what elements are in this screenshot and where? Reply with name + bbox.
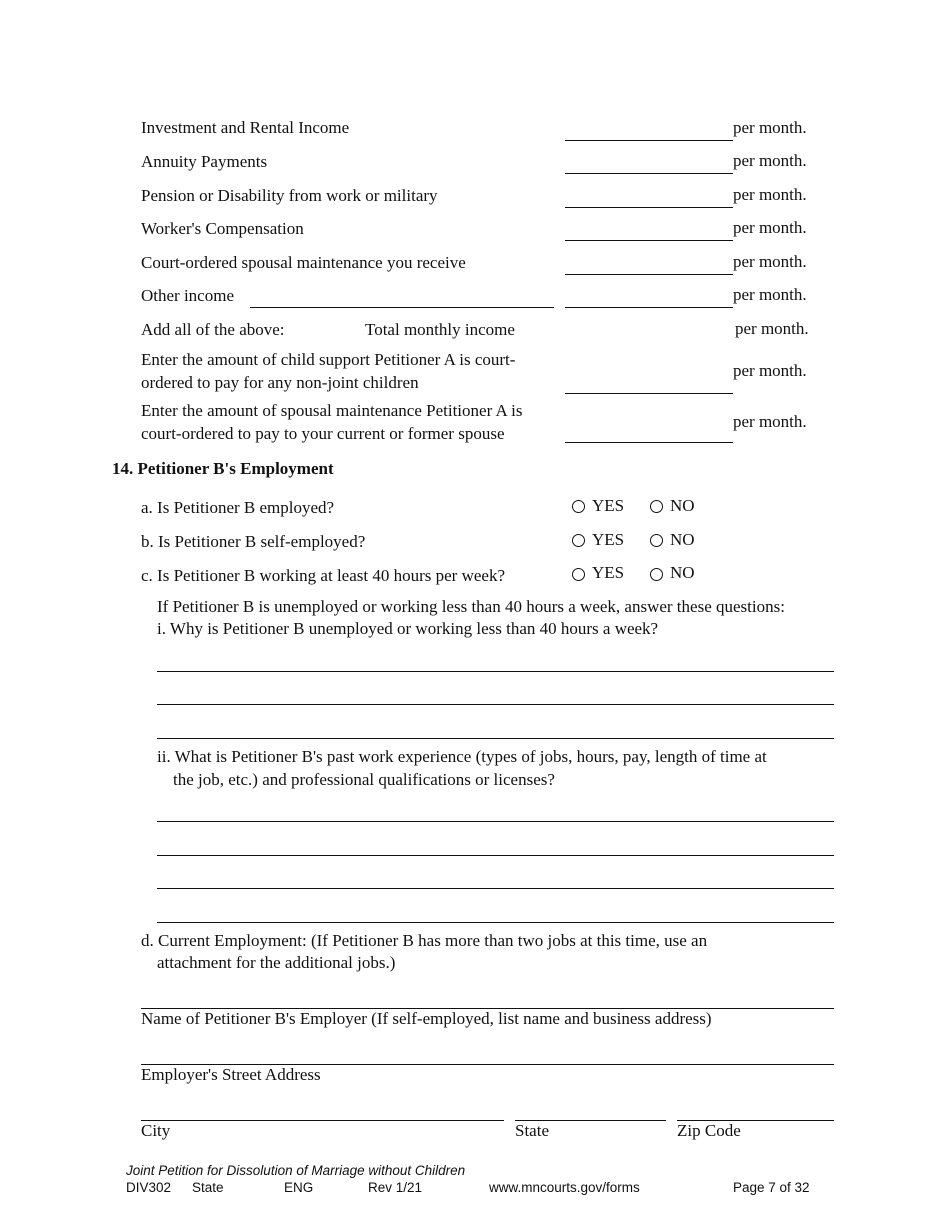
answer-line-ii-1[interactable] — [157, 821, 834, 822]
total-sublabel: Total monthly income — [365, 320, 515, 339]
city-label: City — [141, 1121, 171, 1140]
income-amount-field[interactable] — [565, 140, 733, 141]
employer-name-label: Name of Petitioner B's Employer (If self-employed, list name and business address) — [141, 1009, 712, 1028]
unemployed-intro: If Petitioner B is unemployed or working less than 40 hours a week, answer these questions: — [157, 597, 785, 616]
income-label: Pension or Disability from work or military — [141, 186, 438, 205]
answer-line-ii-2[interactable] — [157, 855, 834, 856]
no-radio[interactable] — [650, 534, 663, 547]
per-month-label: per month. — [733, 412, 807, 431]
question-i: i. Why is Petitioner B unemployed or working less than 40 hours a week? — [157, 619, 659, 638]
child-support-label-line1: Enter the amount of child support Petitioner A is court- — [141, 350, 516, 369]
other-income-description-field[interactable] — [250, 307, 554, 308]
state-label: State — [515, 1121, 549, 1140]
yes-radio[interactable] — [572, 568, 585, 581]
no-label: NO — [670, 496, 695, 515]
income-amount-field[interactable] — [565, 207, 733, 208]
per-month-label: per month. — [733, 185, 807, 204]
per-month-label: per month. — [733, 118, 807, 137]
spousal-label-line2: court-ordered to pay to your current or former spouse — [141, 424, 505, 443]
total-label: Add all of the above: — [141, 320, 285, 339]
per-month-label: per month. — [733, 285, 807, 304]
yes-label: YES — [592, 563, 625, 582]
answer-line-ii-3[interactable] — [157, 888, 834, 889]
income-label: Worker's Compensation — [141, 219, 304, 238]
no-radio[interactable] — [650, 568, 663, 581]
answer-line-ii-4[interactable] — [157, 922, 834, 923]
per-month-label: per month. — [735, 319, 809, 338]
footer-url[interactable]: www.mncourts.gov/forms — [489, 1180, 640, 1195]
answer-line-i-2[interactable] — [157, 704, 834, 705]
child-support-label-line2: ordered to pay for any non-joint children — [141, 373, 419, 392]
income-amount-field[interactable] — [565, 307, 733, 308]
income-amount-field[interactable] — [565, 274, 733, 275]
income-label: Other income — [141, 286, 234, 305]
income-label: Investment and Rental Income — [141, 118, 350, 137]
footer-page-number: Page 7 of 32 — [733, 1180, 810, 1195]
question-label: c. Is Petitioner B working at least 40 hours per week? — [141, 566, 505, 585]
income-amount-field[interactable] — [565, 173, 733, 174]
current-employment-line1: d. Current Employment: (If Petitioner B has more than two jobs at this time, use an — [141, 931, 708, 950]
footer-language: ENG — [284, 1180, 314, 1195]
section-14-heading: 14. Petitioner B's Employment — [112, 459, 334, 478]
income-label: Court-ordered spousal maintenance you receive — [141, 253, 466, 272]
per-month-label: per month. — [733, 361, 807, 380]
footer-title: Joint Petition for Dissolution of Marriage without Children — [126, 1163, 466, 1178]
footer-revision: Rev 1/21 — [368, 1180, 423, 1195]
per-month-label: per month. — [733, 218, 807, 237]
question-ii-line1: ii. What is Petitioner B's past work experience (types of jobs, hours, pay, length of time at — [157, 747, 767, 766]
per-month-label: per month. — [733, 252, 807, 271]
yes-label: YES — [592, 530, 625, 549]
no-radio[interactable] — [650, 500, 663, 513]
employer-street-label: Employer's Street Address — [141, 1065, 321, 1084]
yes-radio[interactable] — [572, 500, 585, 513]
per-month-label: per month. — [733, 151, 807, 170]
footer-state: State — [192, 1180, 224, 1195]
footer-form-id: DIV302 — [126, 1180, 172, 1195]
income-label: Annuity Payments — [141, 152, 268, 171]
question-label: a. Is Petitioner B employed? — [141, 498, 335, 517]
zip-label: Zip Code — [677, 1121, 741, 1140]
yes-label: YES — [592, 496, 625, 515]
answer-line-i-3[interactable] — [157, 738, 834, 739]
no-label: NO — [670, 563, 695, 582]
no-label: NO — [670, 530, 695, 549]
income-amount-field[interactable] — [565, 240, 733, 241]
child-support-amount-field[interactable] — [565, 393, 733, 394]
current-employment-line2: attachment for the additional jobs.) — [157, 953, 396, 972]
city-field[interactable] — [141, 1120, 504, 1121]
question-ii-line2: the job, etc.) and professional qualifications or licenses? — [173, 770, 555, 789]
yes-radio[interactable] — [572, 534, 585, 547]
spousal-amount-field[interactable] — [565, 442, 733, 443]
spousal-label-line1: Enter the amount of spousal maintenance Petitioner A is — [141, 401, 523, 420]
question-label: b. Is Petitioner B self-employed? — [141, 532, 366, 551]
answer-line-i-1[interactable] — [157, 671, 834, 672]
